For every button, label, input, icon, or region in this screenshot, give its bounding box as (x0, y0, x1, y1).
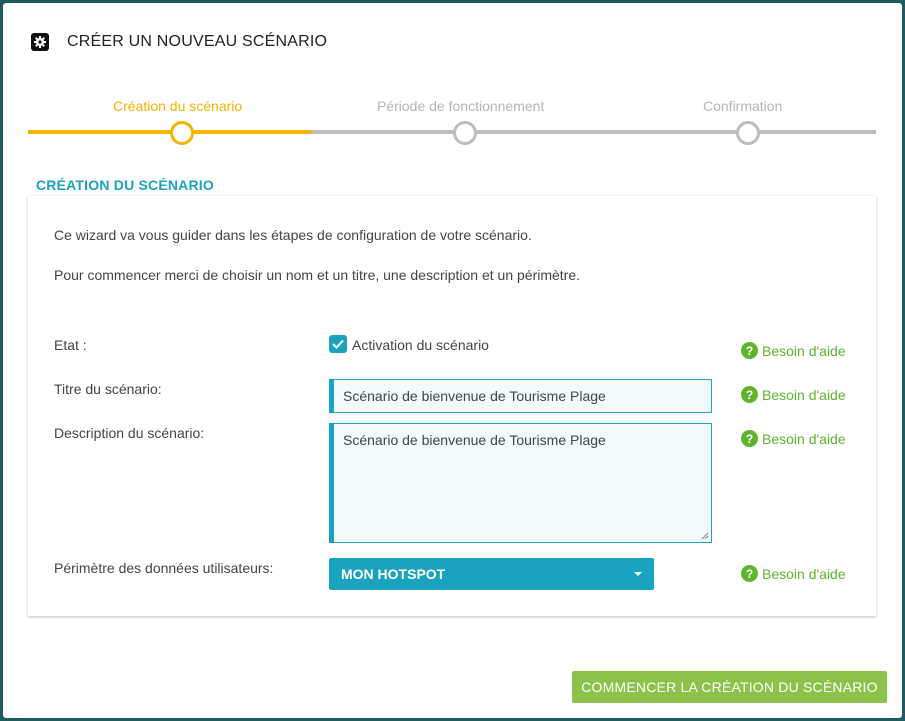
step-label-period[interactable]: Période de fonctionnement (377, 98, 545, 114)
intro-text-1: Ce wizard va vous guider dans les étapes de configuration de votre scénario. (54, 227, 532, 243)
step-circle-confirmation[interactable] (736, 121, 760, 145)
description-label: Description du scénario: (54, 425, 205, 441)
question-icon: ? (741, 342, 758, 359)
start-creation-button[interactable]: COMMENCER LA CRÉATION DU SCÉNARIO (572, 671, 887, 703)
title-label: Titre du scénario: (54, 381, 162, 397)
scenario-form-card (28, 196, 876, 616)
question-icon: ? (741, 386, 758, 403)
step-label-creation[interactable]: Création du scénario (113, 98, 243, 114)
step-circle-period[interactable] (453, 121, 477, 145)
activation-label[interactable]: Activation du scénario (352, 337, 489, 353)
description-textarea[interactable] (329, 423, 712, 543)
help-link-perimeter[interactable] (741, 565, 846, 582)
activation-checkbox[interactable] (329, 335, 347, 353)
resize-handle-icon[interactable] (701, 532, 709, 540)
help-text: Besoin d'aide (762, 565, 846, 582)
title-input[interactable]: Scénario de bienvenue de Tourisme Plage (329, 379, 712, 413)
create-scenario-modal (3, 3, 902, 718)
help-text: Besoin d'aide (762, 386, 846, 403)
question-icon: ? (741, 565, 758, 582)
modal-header (31, 30, 327, 54)
perimeter-value: MON HOTSPOT (341, 566, 446, 582)
step-circle-creation[interactable] (170, 121, 194, 145)
step-label-confirmation[interactable]: Confirmation (703, 98, 783, 114)
perimeter-select[interactable] (329, 558, 654, 590)
help-link-state[interactable] (741, 342, 846, 359)
help-link-title[interactable] (741, 386, 846, 403)
help-link-description[interactable] (741, 430, 846, 447)
help-text: Besoin d'aide (762, 430, 846, 447)
check-icon (332, 339, 344, 349)
chevron-down-icon (634, 572, 642, 576)
question-icon: ? (741, 430, 758, 447)
state-label: Etat : (54, 337, 87, 353)
perimeter-label: Périmètre des données utilisateurs: (54, 560, 274, 576)
modal-title: CRÉER UN NOUVEAU SCÉNARIO (67, 33, 328, 50)
gear-icon (31, 33, 49, 51)
section-title: CRÉATION DU SCÉNARIO (36, 177, 214, 193)
description-text: Scénario de bienvenue de Tourisme Plage (343, 432, 606, 448)
intro-text-2: Pour commencer merci de choisir un nom et un titre, une description et un périmètre. (54, 267, 581, 283)
help-text: Besoin d'aide (762, 342, 846, 359)
